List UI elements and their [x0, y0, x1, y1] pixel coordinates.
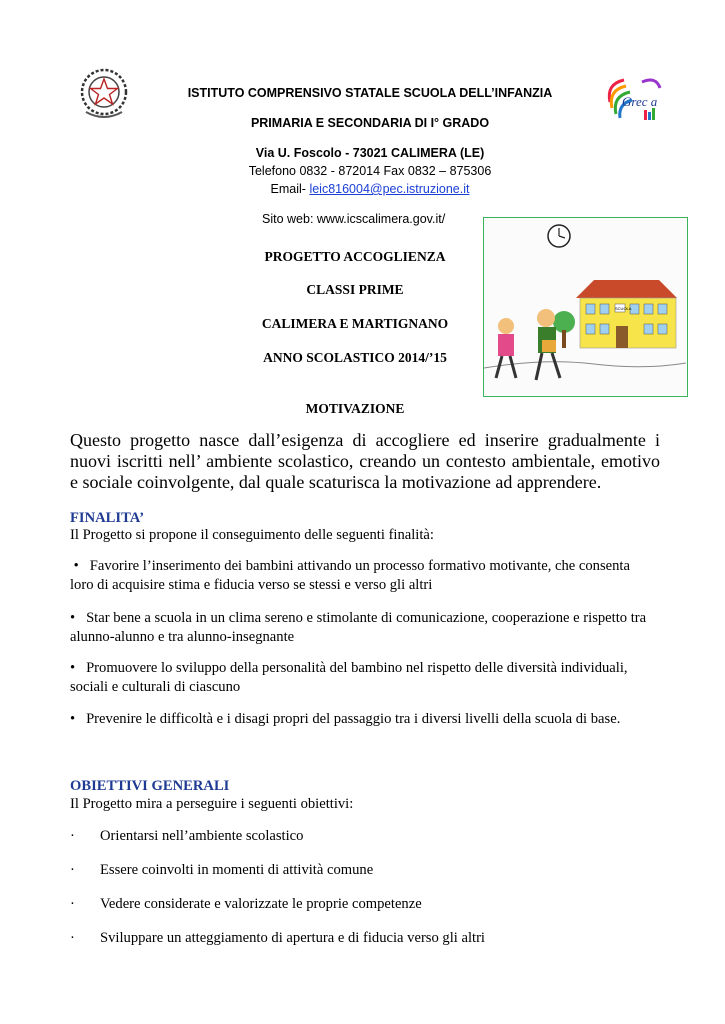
dot-icon: ·	[70, 862, 75, 878]
email-label: Email-	[270, 182, 310, 196]
obiettivi-heading: OBIETTIVI GENERALI	[70, 778, 230, 794]
email-link[interactable]: leic816004@pec.istruzione.it	[309, 182, 470, 196]
school-name-line2: PRIMARIA E SECONDARIA DI I° GRADO	[250, 116, 490, 130]
finalita-heading: FINALITA’	[70, 510, 145, 526]
project-title: PROGETTO ACCOGLIENZA	[264, 249, 446, 264]
obiettivi-item-2: · Essere coinvolti in momenti di attività comune	[70, 862, 374, 878]
school-year-title: ANNO SCOLASTICO 2014/’15	[263, 350, 447, 365]
school-illustration	[483, 217, 688, 397]
school-email-line	[140, 182, 600, 196]
obiettivi-item-1: · Orientarsi nell’ambiente scolastico	[70, 828, 304, 844]
finalita-item-4: • Prevenire le difficoltà e i disagi propri del passaggio tra i diversi livelli della scuola di base.	[70, 711, 621, 727]
intro-paragraph: Questo progetto nasce dall’esigenza di accogliere ed inserire gradualmente i nuovi iscritti nell’ ambiente scolastico, creando un contesto ambientale, emotivo e sociale coinvolgente, dal quale scaturisca la motivazione ad apprendere.	[70, 430, 660, 492]
grecia-salentina-logo	[604, 74, 666, 124]
school-address: Via U. Foscolo - 73021 CALIMERA (LE)	[255, 146, 485, 160]
school-sign: SCUOLA	[615, 306, 632, 311]
dot-icon: ·	[70, 930, 75, 946]
locations-title: CALIMERA E MARTIGNANO	[261, 316, 449, 331]
classes-title: CLASSI PRIME	[306, 282, 404, 297]
clock-icon	[548, 225, 570, 247]
school-phone: Telefono 0832 - 872014 Fax 0832 – 875306	[248, 164, 492, 178]
bullet-icon: •	[70, 610, 76, 626]
motivation-title: MOTIVAZIONE	[305, 401, 405, 416]
obiettivi-item-3: · Vedere considerate e valorizzate le proprie competenze	[70, 896, 422, 912]
dot-icon: ·	[70, 828, 75, 844]
bullet-icon: •	[70, 711, 76, 727]
finalita-lead: Il Progetto si propone il conseguimento delle seguenti finalità:	[70, 527, 434, 543]
obiettivi-lead: Il Progetto mira a perseguire i seguenti obiettivi:	[70, 796, 354, 812]
finalita-item-3: • Promuovere lo sviluppo della personalità del bambino nel rispetto delle diversità individuali, sociali e culturali di ciascuno	[70, 660, 628, 695]
dot-icon: ·	[70, 896, 75, 912]
finalita-item-1: • Favorire l’inserimento dei bambini attivando un processo formativo motivante, che consenta loro di acquisire stima e fiducia verso se stessi e verso gli altri	[70, 558, 630, 593]
republic-emblem-logo	[78, 66, 130, 122]
school-name-line1: ISTITUTO COMPRENSIVO STATALE SCUOLA DELL’INFANZIA	[187, 86, 553, 100]
school-website: Sito web: www.icscalimera.gov.it/	[262, 212, 446, 226]
logo-text: Grec a	[622, 94, 658, 109]
bullet-icon: •	[70, 660, 76, 676]
bullet-icon: •	[73, 558, 79, 574]
obiettivi-item-4: · Sviluppare un atteggiamento di apertura e di fiducia verso gli altri	[70, 930, 485, 946]
finalita-item-2: • Star bene a scuola in un clima sereno e stimolante di comunicazione, cooperazione e rispetto tra alunno-alunno e tra alunno-insegnante	[70, 610, 647, 645]
